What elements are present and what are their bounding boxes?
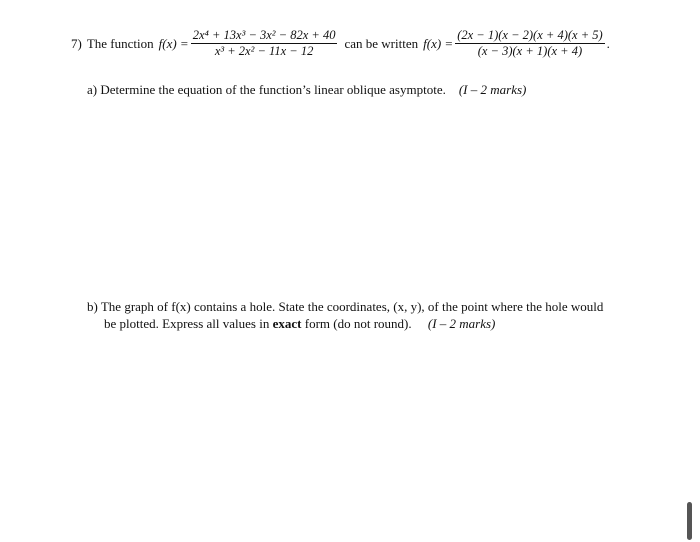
part-a <box>87 81 526 98</box>
vertical-scrollbar[interactable] <box>687 502 692 540</box>
question-intro: The function <box>86 35 154 51</box>
part-b-marks: (I – 2 marks) <box>427 316 496 331</box>
period: . <box>606 35 610 51</box>
fraction-denominator: x³ + 2x² − 11x − 12 <box>214 44 314 58</box>
part-a-text: Determine the equation of the function’s linear oblique asymptote. <box>100 82 446 97</box>
fraction-numerator: 2x⁴ + 13x³ − 3x² − 82x + 40 <box>192 28 336 42</box>
part-a-label: a) <box>87 82 98 97</box>
part-b-text-line2-pre: be plotted. Express all values in <box>104 316 270 331</box>
rational-function-fraction <box>191 28 338 59</box>
part-b <box>87 298 647 332</box>
function-label-2: f(x) = <box>423 35 454 51</box>
question-number: 7) <box>71 35 82 51</box>
function-label: f(x) = <box>158 35 189 51</box>
question-7-statement <box>71 28 610 59</box>
part-b-label: b) <box>87 299 98 314</box>
part-a-marks: (I – 2 marks) <box>458 82 527 97</box>
part-b-text-line2-post: form (do not round). <box>304 316 412 331</box>
factored-numerator: (2x − 1)(x − 2)(x + 4)(x + 5) <box>457 28 603 42</box>
connector-text: can be written <box>344 35 419 51</box>
part-b-line2 <box>87 315 647 332</box>
part-b-exact-word: exact <box>272 316 302 331</box>
factored-function-fraction <box>455 28 604 59</box>
part-b-text-line1: The graph of f(x) contains a hole. State the coordinates, (x, y), of the point where the hole would <box>100 299 604 314</box>
factored-denominator: (x − 3)(x + 1)(x + 4) <box>477 44 583 58</box>
